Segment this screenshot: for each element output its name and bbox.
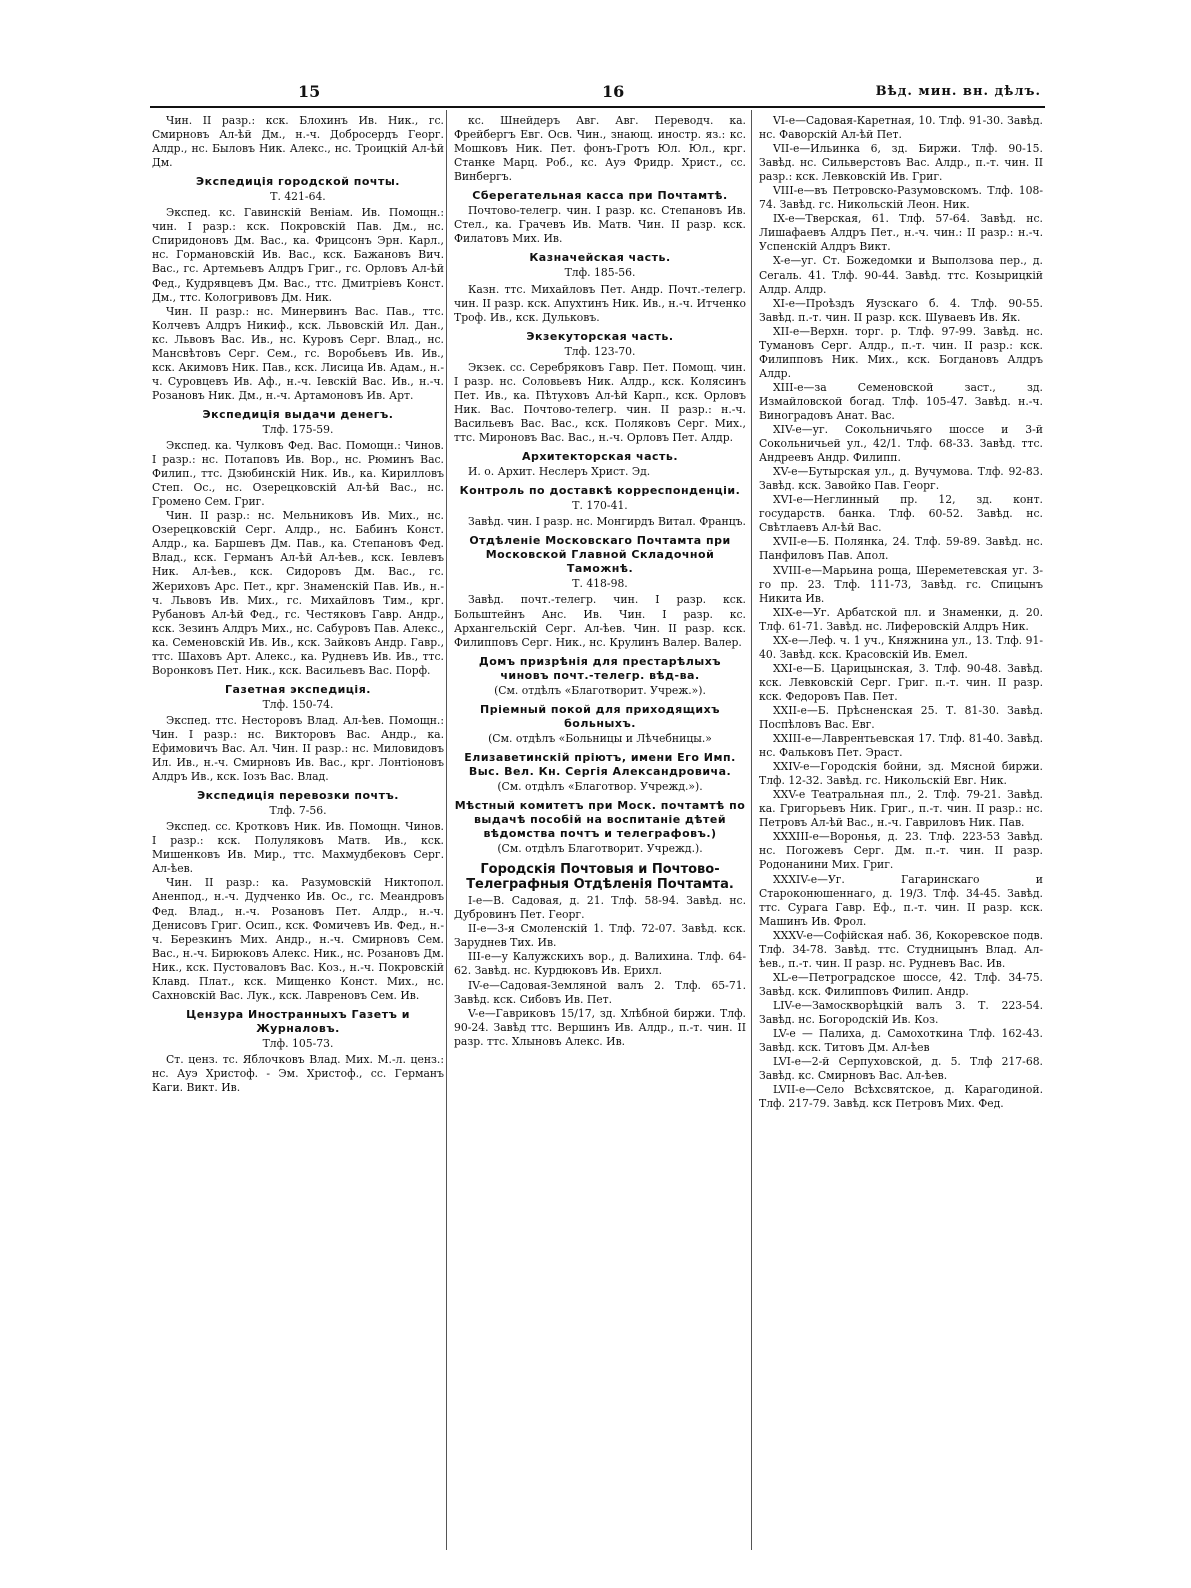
paragraph: XIV-е—уг. Сокольничьяго шоссе и 3-й Сокольничьей ул., 42/1. Тлф. 68-33. Завѣд. ттс. Андреевъ Андр. Филипп. <box>759 423 1043 465</box>
paragraph: XIII-е—за Семеновской заст., зд. Измайловской богад. Тлф. 105-47. Завѣд. н.-ч. Виноградовъ Анат. Вас. <box>759 380 1043 422</box>
paragraph: Экзек. сс. Серебряковъ Гавр. Пет. Помощ. чин. I разр. нс. Соловьевъ Ник. Алдр., кск. Колясинъ Пет. Ив., ка. Пѣтуховъ Ал-ѣй Карп., кск. Орловъ Ник. Вас. Почтово-телегр. чин. II разр.: н.-ч. Васильевъ Вас. Вас., кск. Поляковъ Серг. Мих., ттс. Мироновъ Вас. Вас., н.-ч. Орловъ Пет. Алдр. <box>454 360 746 444</box>
phone-line: (См. отдѣлъ «Благотвор. Учрежд.»). <box>497 780 703 794</box>
paragraph: XVI-е—Неглинный пр. 12, зд. конт. государств. банка. Тлф. 60-52. Завѣд. нс. Свѣтлаевъ Ал-ѣй Вас. <box>759 493 1043 535</box>
phone-line: (См. отдѣлъ Благотворит. Учрежд.). <box>497 842 703 856</box>
paragraph: XL-е—Петроградское шоссе, 42. Тлф. 34-75. Завѣд. кск. Филипповъ Филип. Андр. <box>759 970 1043 998</box>
section-title: Городскiя Почтовыя и Почтово-Телеграфныя Отдѣленiя Почтамта. <box>466 862 734 893</box>
paragraph: XVII-е—Б. Полянка, 24. Тлф. 59-89. Завѣд. нс. Панфиловъ Пав. Апол. <box>759 535 1043 563</box>
text-column-2 <box>454 114 746 1554</box>
paragraph: XII-е—Верхн. торг. р. Тлф. 97-99. Завѣд. нс. Тумановъ Серг. Алдр., п.-т. чин. II разр.: кск. Филипповъ Ник. Мих., кск. Богдановъ Алдръ Алдр. <box>759 324 1043 380</box>
phone-line: Тлф. 123-70. <box>564 344 636 358</box>
section-heading: Казначейская часть. <box>529 251 671 265</box>
paragraph: I-е—В. Садовая, д. 21. Тлф. 58-94. Завѣд. нс. Дубровинъ Пет. Георг. <box>454 894 746 922</box>
page-header <box>150 82 1045 106</box>
paragraph: XXII-е—Б. Прѣсненская 25. Т. 81-30. Завѣд. Поспѣловъ Вас. Евг. <box>759 703 1043 732</box>
paragraph: XXIV-е—Городскiя бойни, зд. Мясной биржи. Тлф. 12-32. Завѣд. гс. Никольскiй Евг. Ник. <box>759 760 1043 788</box>
phone-line: Тлф. 105-73. <box>262 1036 334 1050</box>
paragraph: VII-е—Ильинка 6, зд. Биржи. Тлф. 90-15. Завѣд. нс. Сильверстовъ Вас. Алдр., п.-т. чин. II разр.: кск. Левковскiй Ив. Григ. <box>759 142 1043 184</box>
paragraph: LV-е — Палиха, д. Самохоткина Тлф. 162-43. Завѣд. кск. Титовъ Дм. Ал-ѣев <box>759 1027 1043 1055</box>
paragraph: XXIII-е—Лаврентьевская 17. Тлф. 81-40. Завѣд. нс. Фальковъ Пет. Эраст. <box>759 732 1043 760</box>
section-heading: Елизаветинскiй прiютъ, имени Его Имп. Выс. Вел. Кн. Сергiя Александровича. <box>464 750 736 778</box>
phone-line: Т. 170-41. <box>572 499 628 513</box>
paragraph: Экспед. ттс. Несторовъ Влад. Ал-ѣев. Помощн.: Чин. I разр.: нс. Викторовъ Вас. Андр., ка. Ефимовичъ Вас. Ал. Чин. II разр.: нс. Миловидовъ Ил. Ив., н.-ч. Смирновъ Ив. Вас., крг. Лонтiоновъ Алдръ Ив., кск. Iозъ Вас. Влад. <box>152 713 444 784</box>
paragraph: Чин. II разр.: нс. Мельниковъ Ив. Мих., нс. Озерецковскiй Серг. Алдр., нс. Бабинъ Конст. Алдр., ка. Баршевъ Дм. Пав., ка. Степановъ Фед. Влад., кск. Германъ Ал-ѣй Ал-ѣев., кск. Iевлевъ Ник. Ал-ѣев., кск. Сидоровъ Дм. Вас., гс. Жериховъ Арс. Пет., крг. Знаменскiй Пав. Ив., н.-ч. Львовъ Ив. Мих., гс. Михайловъ Тим., крг. Рубановъ Ал-ѣй Фед., гс. Честяковъ Гавр. Андр., кск. Зезинъ Алдръ Мих., нс. Сабуровъ Пав. Алекс., ка. Семеновскiй Ив. Ив., кск. Зайковъ Андр. Гавр., ттс. Шаховъ Арт. Алекс., ка. Рудневъ Ив. Ив., ттс. Воронковъ Пет. Ник., кск. Васильевъ Вас. Порф. <box>152 509 444 677</box>
phone-line: (См. отдѣлъ «Благотворит. Учреж.»). <box>494 683 706 697</box>
section-heading: Сберегательная касса при Почтамтѣ. <box>472 189 728 203</box>
paragraph: III-е—у Калужскихъ вор., д. Валихина. Тлф. 64-62. Завѣд. нс. Курдюковъ Ив. Ерихл. <box>454 950 746 978</box>
paragraph: Завѣд. чин. I разр. нс. Монгирдъ Витал. Францъ. <box>468 515 746 529</box>
column-divider <box>751 110 752 1550</box>
paragraph: XIX-е—Уг. Арбатской пл. и Знаменки, д. 20. Тлф. 61-71. Завѣд. нс. Лиферовскiй Алдръ Ник. <box>759 605 1043 633</box>
section-heading: Прiемный покой для приходящихъ больныхъ. <box>480 702 720 730</box>
section-heading: Экспедицiя выдачи денегъ. <box>202 407 394 421</box>
paragraph: XXV-е Театральная пл., 2. Тлф. 79-21. Завѣд. ка. Григорьевъ Ник. Григ., п.-т. чин. II разр.: нс. Петровъ Ал-ѣй Вас., н.-ч. Гавриловъ Ник. Пав. <box>759 788 1043 830</box>
paragraph: Экспед. ка. Чулковъ Фед. Вас. Помощн.: Чинов. I разр.: нс. Потаповъ Ив. Вор., нс. Рюминъ Вас. Филип., ттс. Дзюбинскiй Ник. Ив., ка. Кирилловъ Степ. Ос., нс. Озерецковскiй Ал-ѣй Вас., нс. Громено Сем. Григ. <box>152 439 444 509</box>
paragraph: XV-е—Бутырская ул., д. Вучумова. Тлф. 92-83. Завѣд. кск. Завойко Пав. Георг. <box>759 465 1043 493</box>
phone-line: Тлф. 7-56. <box>269 804 327 818</box>
phone-line: Т. 421-64. <box>270 190 326 204</box>
paragraph: Экспед. сс. Кротковъ Ник. Ив. Помощн. Чинов. I разр.: кск. Полуляковъ Матв. Ив., кск. Мишенковъ Ив. Мир., ттс. Махмудбековъ Серг. Ал-ѣев. <box>152 820 444 876</box>
section-heading: Цензура Иностранныхъ Газетъ и Журналовъ. <box>186 1007 410 1035</box>
paragraph: Ст. ценз. тс. Яблочковъ Влад. Мих. М.-л. ценз.: нс. Ауэ Христоф. - Эм. Христоф., сс. Германъ Каги. Викт. Ив. <box>152 1053 444 1095</box>
paragraph: Казн. ттс. Михайловъ Пет. Андр. Почт.-телегр. чин. II разр. кск. Апухтинъ Ник. Ив., н.-ч. Итченко Троф. Ив., кск. Дульковъ. <box>454 282 746 324</box>
section-heading: Домъ призрѣнiя для престарѣлыхъ чиновъ почт.-телегр. вѣд-ва. <box>478 654 722 682</box>
paragraph: XI-е—Проѣздъ Яузскаго б. 4. Тлф. 90-55. Завѣд. п.-т. чин. II разр. кск. Шуваевъ Ив. Як. <box>759 296 1043 324</box>
paragraph: LIV-е—Замоскворѣцкiй валъ 3. Т. 223-54. Завѣд. нс. Богородскiй Ив. Коз. <box>759 998 1043 1026</box>
running-title: Вѣд. мин. вн. дѣлъ. <box>875 84 1041 99</box>
section-heading: Экспедицiя перевозки почтъ. <box>197 789 399 803</box>
paragraph: Завѣд. почт.-телегр. чин. I разр. кск. Больштейнъ Анс. Ив. Чин. I разр. кс. Архангельскiй Серг. Ал-ѣев. Чин. II разр. кск. Филипповъ Серг. Ник., нс. Крулинъ Валер. Валер. <box>454 593 746 649</box>
phone-line: Тлф. 175-59. <box>262 422 334 436</box>
section-heading: Контроль по доставкѣ корреспонденцiи. <box>459 484 741 498</box>
paragraph: XXXIII-е—Воронья, д. 23. Тлф. 223-53 Завѣд. нс. Погожевъ Серг. Дм. п.-т. чин. II разр. Родонанини Мих. Григ. <box>759 830 1043 872</box>
column-divider <box>446 110 447 1550</box>
paragraph: IX-е—Тверская, 61. Тлф. 57-64. Завѣд. нс. Лишафаевъ Алдръ Пет., н.-ч. чин.: II разр.: н.-ч. Успенскiй Алдръ Викт. <box>759 212 1043 254</box>
section-heading: Экзекуторская часть. <box>526 329 674 343</box>
paragraph: кс. Шнейдеръ Авг. Авг. Переводч. ка. Фрейбергъ Евг. Осв. Чин., знающ. иностр. яз.: кс. Мошковъ Ник. Пет. фонъ-Гротъ Юл. Юл., крг. Станке Марц. Роб., кс. Ауэ Фридр. Христ., сс. Винбергъ. <box>454 114 746 184</box>
text-column-3 <box>759 114 1043 1554</box>
paragraph: XX-е—Леф. ч. 1 уч., Княжнина ул., 13. Тлф. 91-40. Завѣд. кск. Красовскiй Ив. Емел. <box>759 633 1043 661</box>
section-heading: Отдѣленiе Московскаго Почтамта при Московской Главной Складочной Таможнѣ. <box>469 534 731 576</box>
section-heading: Архитекторская часть. <box>521 450 679 464</box>
paragraph: II-е—3-я Смоленскiй 1. Тлф. 72-07. Завѣд. кск. Заруднев Тих. Ив. <box>454 922 746 950</box>
phone-line: Тлф. 185-56. <box>564 266 636 280</box>
paragraph: Почтово-телегр. чин. I разр. кс. Степановъ Ив. Стел., ка. Грачевъ Ив. Матв. Чин. II разр. кск. Филатовъ Мих. Ив. <box>454 204 746 246</box>
paragraph: XXXIV-е—Уг. Гагаринскаго и Староконюшеннаго, д. 19/3. Тлф. 34-45. Завѣд. ттс. Сурага Гавр. Еф., п.-т. чин. II разр. кск. Машинъ Ив. Фрол. <box>759 872 1043 928</box>
paragraph: VIII-е—въ Петровско-Разумовскомъ. Тлф. 108-74. Завѣд. гс. Никольскiй Леон. Ник. <box>759 184 1043 212</box>
paragraph: VI-е—Садовая-Каретная, 10. Тлф. 91-30. Завѣд. нс. Фаворскiй Ал-ѣй Пет. <box>759 114 1043 142</box>
text-column-1 <box>152 114 444 1554</box>
phone-line: Т. 418-98. <box>572 577 628 591</box>
paragraph: XVIII-е—Марьина роща, Шереметевская уг. 3-го пр. 23. Тлф. 111-73, Завѣд. гс. Спицынъ Никита Ив. <box>759 563 1043 605</box>
paragraph: IV-е—Садовая-Земляной валъ 2. Тлф. 65-71. Завѣд. кск. Сибовъ Ив. Пет. <box>454 978 746 1006</box>
paragraph: Чин. II разр.: ка. Разумовскiй Никтопол. Аненпод., н.-ч. Дудченко Ив. Ос., гс. Меандровъ Фед. Влад., н.-ч. Розановъ Пет. Алдр., н.-ч. Денисовъ Григ. Осип., кск. Фомичевъ Ив. Фед., н.-ч. Березкинъ Мих. Андр., н.-ч. Смирновъ Сем. Вас., н.-ч. Бирюковъ Алекс. Ник., нс. Розановъ Дм. Ник., кск. Пустоваловъ Вас. Коз., н.-ч. Покровскiй Клавд. Плат., кск. Мищенко Конст. Мих., нс. Сахновскiй Вас. Лук., кск. Лавреновъ Сем. Ив. <box>152 876 444 1002</box>
page-number-center: 16 <box>602 82 625 101</box>
paragraph: Чин. II разр.: кск. Блохинъ Ив. Ник., гс. Смирновъ Ал-ѣй Дм., н.-ч. Добросердъ Георг. Алдр., нс. Быловъ Ник. Алекс., нс. Троицкiй Ал-ѣй Дм. <box>152 114 444 170</box>
section-heading: Мѣстный комитетъ при Моск. почтамтѣ по выдачѣ пособiй на воспитанiе дѣтей вѣдомства почтъ и телеграфовъ.) <box>454 799 746 841</box>
section-heading: Газетная экспедицiя. <box>225 682 371 696</box>
paragraph: LVII-е—Село Всѣхсвятское, д. Карагодиной. Тлф. 217-79. Завѣд. кск Петровъ Мих. Фед. <box>759 1083 1043 1111</box>
paragraph: V-е—Гавриковъ 15/17, зд. Хлѣбной биржи. Тлф. 90-24. Завѣд ттс. Вершинъ Ив. Алдр., п.-т. чин. II разр. ттс. Хлыновъ Алекс. Ив. <box>454 1006 746 1048</box>
section-heading: Экспедицiя городской почты. <box>196 175 400 189</box>
paragraph: Чин. II разр.: нс. Минервинъ Вас. Пав., ттс. Колчевъ Алдръ Никиф., кск. Львовскiй Ил. Дан., кс. Львовъ Вас. Ив., нс. Куровъ Серг. Влад., нс. Мансвѣтовъ Серг. Сем., гс. Воробьевъ Ив. Ив., кск. Акимовъ Ник. Пав., кск. Лисица Ив. Адам., н.-ч. Суровцевъ Ив. Аф., н.-ч. Iевскiй Вас. Ив., н.-ч. Розановъ Ник. Дм., н.-ч. Артамоновъ Ив. Арт. <box>152 304 444 402</box>
phone-line: (См. отдѣлъ «Больницы и Лѣчебницы.» <box>488 731 712 745</box>
paragraph: XXXV-е—Софiйская наб. 36, Кокоревское подв. Тлф. 34-78. Завѣд. ттс. Студницынъ Влад. Ал-ѣев., п.-т. чин. II разр. нс. Рудневъ Вас. Ив. <box>759 928 1043 970</box>
paragraph: LVI-е—2-й Серпуховской, д. 5. Тлф 217-68. Завѣд. кс. Смирновъ Вас. Ал-ѣев. <box>759 1055 1043 1083</box>
paragraph: X-е—уг. Ст. Божедомки и Выползова пер., д. Сегаль. 41. Тлф. 90-44. Завѣд. ттс. Козырицкiй Алдр. Алдр. <box>759 254 1043 296</box>
paragraph: Экспед. кс. Гавинскiй Веніам. Ив. Помощн.: чин. I разр.: кск. Покровскiй Пав. Дм., нс. Спиридоновъ Дм. Вас., ка. Фрицсонъ Эрн. Карл., нс. Гормановскiй Ив. Вас., кск. Бажановъ Вич. Вас., гс. Артемьевъ Алдръ Григ., гс. Орловъ Ал-ѣй Фед., Кудрявцевъ Дм. Вас., ттс. Дмитрiевъ Конст. Дм., ттс. Кологривовъ Дм. Ник. <box>152 206 444 304</box>
phone-line: Тлф. 150-74. <box>262 697 334 711</box>
paragraph: И. о. Архит. Неслеръ Христ. Эд. <box>468 465 651 479</box>
header-rule <box>150 106 1045 108</box>
paragraph: XXI-е—Б. Царицынская, 3. Тлф. 90-48. Завѣд. кск. Левковскiй Серг. Григ. п.-т. чин. II разр. кск. Федоровъ Пав. Пет. <box>759 661 1043 703</box>
page-number-left: 15 <box>298 82 321 101</box>
